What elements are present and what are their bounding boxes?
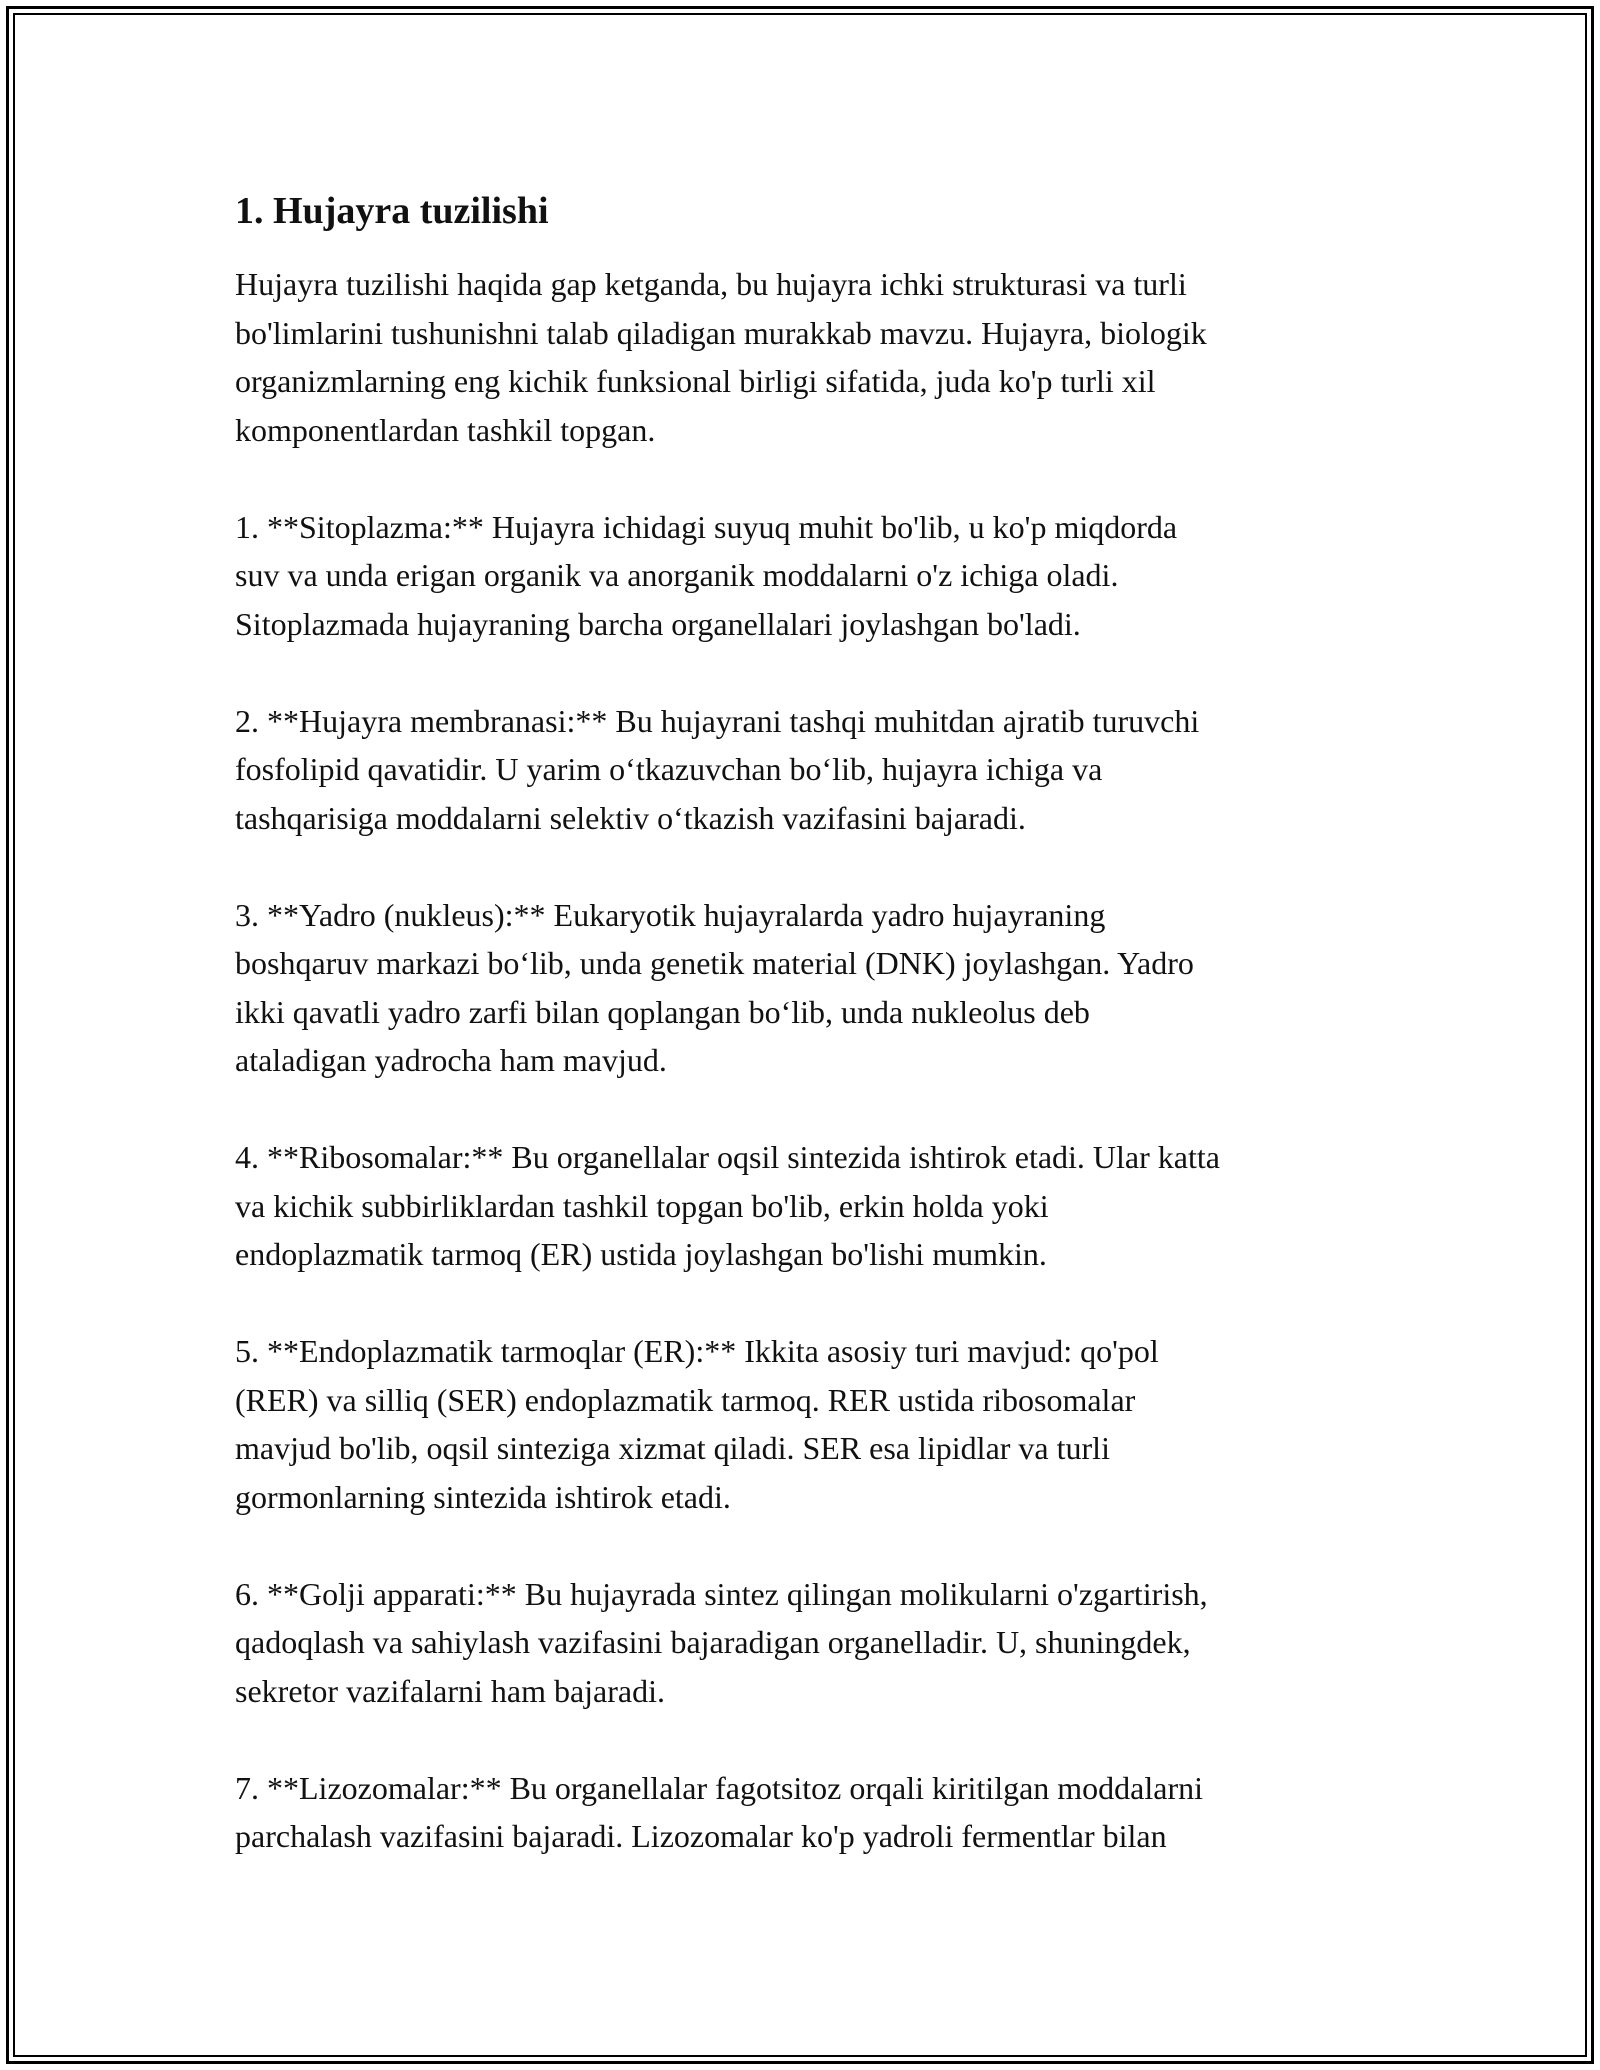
paragraph-line: (RER) va silliq (SER) endoplazmatik tarmoq. RER ustida ribosomalar [235, 1381, 1136, 1418]
item-endoplazmatik-tarmoqlar [235, 1327, 1375, 1521]
document-body [235, 188, 1375, 1861]
section-title: 1. Hujayra tuzilishi [235, 190, 549, 232]
paragraph-line: 1. **Sitoplazma:** Hujayra ichidagi suyuq muhit bo'lib, u ko'p miqdorda [235, 508, 1178, 545]
item-yadro [235, 891, 1375, 1085]
paragraph-line: ataladigan yadrocha ham mavjud. [235, 1042, 667, 1078]
paragraph-line: qadoqlash va sahiylash vazifasini bajaradigan organelladir. U, shuningdek, [235, 1624, 1191, 1660]
item-sitoplazma [235, 503, 1375, 649]
paragraph-line: Sitoplazmada hujayraning barcha organellalari joylashgan bo'ladi. [235, 605, 1081, 642]
paragraph-line: 3. **Yadro (nukleus):** Eukaryotik hujayralarda yadro hujayraning [235, 896, 1106, 933]
item-golji-apparati [235, 1570, 1375, 1716]
paragraph-line: 7. **Lizozomalar:** Bu organellalar fagotsitoz orqali kiritilgan moddalarni [235, 1769, 1204, 1806]
paragraph-line: va kichik subbirliklardan tashkil topgan bo'lib, erkin holda yoki [235, 1187, 1049, 1224]
paragraph-line: 6. **Golji apparati:** Bu hujayrada sintez qilingan molikularni o'zgartirish, [235, 1575, 1208, 1612]
paragraph-line: 2. **Hujayra membranasi:** Bu hujayrani tashqi muhitdan ajratib turuvchi [235, 702, 1200, 739]
paragraph-line: Hujayra tuzilishi haqida gap ketganda, bu hujayra ichki strukturasi va turli [235, 266, 1187, 302]
paragraph-line: bo'limlarini tushunishni talab qiladigan murakkab mavzu. Hujayra, biologik [235, 314, 1207, 351]
item-hujayra-membranasi [235, 697, 1375, 843]
paragraph-line: komponentlardan tashkil topgan. [235, 411, 656, 448]
paragraph-line: mavjud bo'lib, oqsil sinteziga xizmat qiladi. SER esa lipidlar va turli [235, 1430, 1110, 1466]
paragraph-line: boshqaruv markazi bo‘lib, unda genetik material (DNK) joylashgan. Yadro [235, 945, 1194, 981]
paragraph-line: organizmlarning eng kichik funksional birligi sifatida, juda ko'p turli xil [235, 363, 1156, 399]
paragraph-line: fosfolipid qavatidir. U yarim o‘tkazuvchan bo‘lib, hujayra ichiga va [235, 751, 1103, 787]
paragraph-line: tashqarisiga moddalarni selektiv o‘tkazish vazifasini bajaradi. [235, 799, 1026, 836]
intro-paragraph [235, 260, 1375, 454]
item-ribosomalar [235, 1133, 1375, 1279]
paragraph-line: 4. **Ribosomalar:** Bu organellalar oqsil sintezida ishtirok etadi. Ular katta [235, 1139, 1220, 1175]
paragraph-line: endoplazmatik tarmoq (ER) ustida joylashgan bo'lishi mumkin. [235, 1236, 1047, 1272]
paragraph-line: 5. **Endoplazmatik tarmoqlar (ER):** Ikkita asosiy turi mavjud: qo'pol [235, 1333, 1159, 1369]
paragraph-line: sekretor vazifalarni ham bajaradi. [235, 1672, 665, 1709]
paragraph-line: suv va unda erigan organik va anorganik moddalarni o'z ichiga oladi. [235, 557, 1119, 593]
paragraph-line: gormonlarning sintezida ishtirok etadi. [235, 1478, 731, 1515]
paragraph-line: parchalash vazifasini bajaradi. Lizozomalar ko'p yadroli fermentlar bilan [235, 1818, 1167, 1854]
item-lizozomalar [235, 1764, 1375, 1861]
paragraph-line: ikki qavatli yadro zarfi bilan qoplangan bo‘lib, unda nukleolus deb [235, 993, 1090, 1030]
